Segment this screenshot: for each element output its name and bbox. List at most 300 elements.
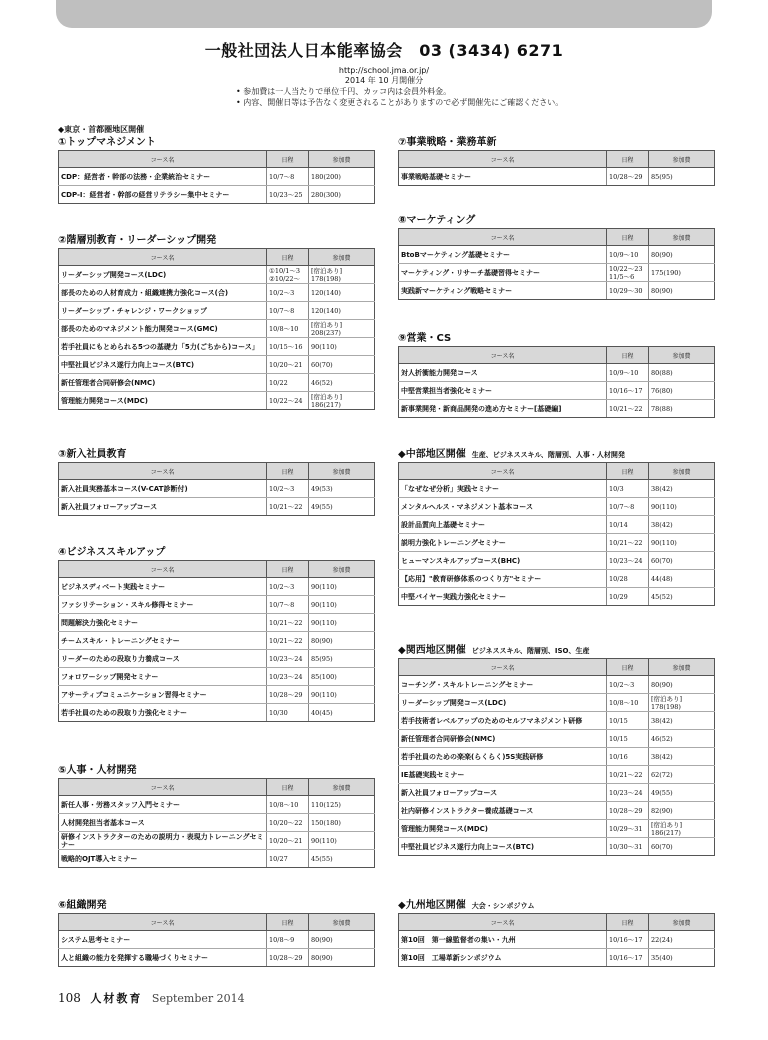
table-header-row [59, 561, 375, 578]
table-row [399, 931, 715, 949]
table-header-row [59, 463, 375, 480]
table-row [399, 766, 715, 784]
section-title-text: ④ビジネススキルアップ [58, 547, 166, 558]
section-title [58, 448, 374, 462]
course-name: 新事業開発・新商品開発の進め方セミナー[基礎編] [399, 400, 607, 418]
region-heading-tokyo: ◆東京・首都圏地区開催 [58, 125, 145, 134]
section-subtitle: ビジネススキル、階層別、ISO、生産 [471, 647, 590, 655]
course-fee: 90(110) [309, 578, 375, 596]
section-title-text: ③新入社員教育 [58, 449, 127, 460]
table-row [59, 686, 375, 704]
section-title-text: ⑨営業・CS [398, 333, 452, 344]
course-fee: 90(110) [309, 596, 375, 614]
table-row [399, 676, 715, 694]
table-row [59, 796, 375, 814]
course-fee: 46(52) [649, 730, 715, 748]
course-table [58, 560, 375, 722]
table-row [59, 650, 375, 668]
course-date: 10/27 [267, 850, 309, 868]
section-title-text: ◆中部地区開催 [398, 449, 466, 460]
course-fee: [宿泊あり] 186(217) [649, 820, 715, 838]
course-date: 10/7～8 [607, 498, 649, 516]
table-row [399, 498, 715, 516]
course-name: リーダーシップ・チャレンジ・ワークショップ [59, 302, 267, 320]
change-note: • 内容、開催日等は予告なく変更されることがありますので必ず開催先にご確認ください。 [236, 98, 564, 107]
table-row [399, 748, 715, 766]
section-title [398, 332, 714, 346]
issue-date: 2014 年 10 月開催分 [344, 76, 424, 85]
course-fee: 49(55) [309, 498, 375, 516]
course-date: 10/16～17 [607, 949, 649, 967]
course-date: 10/16 [607, 748, 649, 766]
course-date: 10/15 [607, 730, 649, 748]
table-row [59, 374, 375, 392]
table-header-row [59, 779, 375, 796]
section-title-text: ⑦事業戦略・業務革新 [398, 137, 497, 148]
header-schedule: 日程 [607, 659, 649, 676]
course-name: 部長のためのマネジメント能力開発コース(GMC) [59, 320, 267, 338]
table-row [399, 382, 715, 400]
course-date: 10/28～29 [607, 168, 649, 186]
organization-title: 一般社団法人日本能率協会 03 (3434) 6271 [204, 41, 564, 60]
course-table [58, 778, 375, 868]
course-date: 10/16～17 [607, 931, 649, 949]
section-s4 [58, 546, 374, 722]
course-table [398, 228, 715, 300]
header-schedule: 日程 [267, 561, 309, 578]
course-date: 10/28～29 [607, 802, 649, 820]
table-row [59, 284, 375, 302]
course-date: 10/8～10 [607, 694, 649, 712]
table-row [59, 931, 375, 949]
course-date: 10/7～8 [267, 596, 309, 614]
section-title-text: ⑧マーケティング [398, 215, 476, 226]
course-name: CDP-I：経営者・幹部の経営リテラシー集中セミナー [59, 186, 267, 204]
course-date: 10/22 [267, 374, 309, 392]
course-fee: 85(95) [309, 650, 375, 668]
course-name: 若手技術者レベルアップのためのセルフマネジメント研修 [399, 712, 607, 730]
section-s8 [398, 214, 714, 300]
section-title [58, 136, 374, 150]
course-date: 10/20～21 [267, 356, 309, 374]
header-fee: 参加費 [649, 347, 715, 364]
course-fee: 90(110) [309, 614, 375, 632]
course-fee: 150(180) [309, 814, 375, 832]
course-name: ファシリテーション・スキル修得セミナー [59, 596, 267, 614]
table-row [59, 480, 375, 498]
table-row [399, 802, 715, 820]
course-date: 10/23～24 [267, 668, 309, 686]
course-name: 管理能力開発コース(MDC) [399, 820, 607, 838]
header-course-name: コース名 [59, 463, 267, 480]
course-fee: 38(42) [649, 748, 715, 766]
course-name: 新任人事・労務スタッフ入門セミナー [59, 796, 267, 814]
course-name: ビジネスディベート実践セミナー [59, 578, 267, 596]
header-fee: 参加費 [649, 229, 715, 246]
header-fee: 参加費 [309, 779, 375, 796]
course-date: 10/21～22 [607, 400, 649, 418]
header-course-name: コース名 [399, 229, 607, 246]
course-name: 第10回 工場革新シンポジウム [399, 949, 607, 967]
course-fee: 85(100) [309, 668, 375, 686]
header-schedule: 日程 [607, 229, 649, 246]
course-fee: 82(90) [649, 802, 715, 820]
table-row [59, 392, 375, 410]
course-table [398, 150, 715, 186]
course-name: 対人折衝能力開発コース [399, 364, 607, 382]
course-fee: 90(110) [309, 686, 375, 704]
course-fee: 280(300) [309, 186, 375, 204]
page-footer [58, 990, 245, 1006]
course-name: システム思考セミナー [59, 931, 267, 949]
section-s7 [398, 136, 714, 186]
course-fee: 49(55) [649, 784, 715, 802]
header-fee: 参加費 [309, 249, 375, 266]
course-fee: 80(90) [649, 282, 715, 300]
course-date: 10/3 [607, 480, 649, 498]
course-fee: 180(200) [309, 168, 375, 186]
table-row [59, 320, 375, 338]
header-course-name: コース名 [399, 463, 607, 480]
course-name: 新入社員実務基本コース(V-CAT診断付) [59, 480, 267, 498]
course-fee: 80(90) [309, 632, 375, 650]
header-schedule: 日程 [607, 463, 649, 480]
course-fee: 80(90) [649, 246, 715, 264]
section-s1 [58, 136, 374, 204]
course-name: 人と組織の能力を発揮する職場づくりセミナー [59, 949, 267, 967]
course-name: CDP：経営者・幹部の法務・企業統治セミナー [59, 168, 267, 186]
course-table [58, 913, 375, 967]
course-date: 10/23～25 [267, 186, 309, 204]
table-header-row [399, 347, 715, 364]
table-row [59, 168, 375, 186]
course-name: 戦略的OJT導入セミナー [59, 850, 267, 868]
course-fee: [宿泊あり] 186(217) [309, 392, 375, 410]
table-row [399, 820, 715, 838]
course-name: 若手社員のための段取り力強化セミナー [59, 704, 267, 722]
course-name: 実践新マーケティング戦略セミナー [399, 282, 607, 300]
course-date: 10/21～22 [267, 632, 309, 650]
course-name: 中堅バイヤー実践力強化セミナー [399, 588, 607, 606]
table-header-row [399, 914, 715, 931]
header-fee: 参加費 [649, 151, 715, 168]
course-name: 人材開発担当者基本コース [59, 814, 267, 832]
course-date: 10/21～22 [267, 498, 309, 516]
header-course-name: コース名 [399, 347, 607, 364]
course-name: 新入社員フォローアップコース [399, 784, 607, 802]
section-subtitle: 大会・シンポジウム [471, 902, 535, 910]
course-fee: 76(80) [649, 382, 715, 400]
table-row [399, 588, 715, 606]
course-date: ①10/1～3 ②10/22～ [267, 266, 309, 284]
header-schedule: 日程 [267, 779, 309, 796]
course-name: 設計品質向上基礎セミナー [399, 516, 607, 534]
section-subtitle: 生産、ビジネススキル、階層別、人事・人材開発 [471, 451, 625, 459]
course-fee: 46(52) [309, 374, 375, 392]
course-name: 社内研修インストラクター養成基礎コース [399, 802, 607, 820]
table-row [399, 400, 715, 418]
course-fee: 80(90) [309, 949, 375, 967]
section-title [398, 899, 714, 913]
course-fee: 38(42) [649, 480, 715, 498]
course-date: 10/7～8 [267, 168, 309, 186]
issue-month: September 2014 [151, 992, 245, 1005]
course-fee: 90(110) [649, 534, 715, 552]
course-fee: 80(90) [309, 931, 375, 949]
course-date: 10/28～29 [267, 949, 309, 967]
course-name: チームスキル・トレーニングセミナー [59, 632, 267, 650]
course-name: フォロワーシップ開発セミナー [59, 668, 267, 686]
table-row [59, 814, 375, 832]
course-fee: [宿泊あり] 178(198) [309, 266, 375, 284]
course-fee: 62(72) [649, 766, 715, 784]
course-fee: 40(45) [309, 704, 375, 722]
course-date: 10/9～10 [607, 364, 649, 382]
section-title [58, 899, 374, 913]
course-table [398, 913, 715, 967]
table-row [399, 712, 715, 730]
section-title [58, 546, 374, 560]
course-name: IE基礎実践セミナー [399, 766, 607, 784]
course-date: 10/28～29 [267, 686, 309, 704]
course-fee: [宿泊あり] 178(198) [649, 694, 715, 712]
course-fee: 38(42) [649, 516, 715, 534]
table-row [59, 850, 375, 868]
header-course-name: コース名 [399, 914, 607, 931]
course-name: 研修インストラクターのための説明力・表現力トレーニングセミナー [59, 832, 267, 850]
table-header-row [399, 151, 715, 168]
table-row [59, 266, 375, 284]
table-row [399, 838, 715, 856]
course-date: 10/21～22 [607, 766, 649, 784]
table-row [399, 282, 715, 300]
table-row [399, 364, 715, 382]
course-name: ヒューマンスキルアップコース(BHC) [399, 552, 607, 570]
table-row [59, 704, 375, 722]
section-title-text: ◆九州地区開催 [398, 900, 466, 911]
course-date: 10/28 [607, 570, 649, 588]
course-name: マーケティング・リサーチ基礎習得セミナー [399, 264, 607, 282]
header-course-name: コース名 [399, 151, 607, 168]
header-fee: 参加費 [649, 463, 715, 480]
course-fee: 45(52) [649, 588, 715, 606]
course-name: 中堅社員ビジネス遂行力向上コース(BTC) [399, 838, 607, 856]
header-course-name: コース名 [59, 249, 267, 266]
course-name: 中堅社員ビジネス遂行力向上コース(BTC) [59, 356, 267, 374]
course-table [398, 346, 715, 418]
header-fee: 参加費 [649, 659, 715, 676]
course-fee: 90(110) [309, 832, 375, 850]
course-name: 若手社員のための楽楽(らくらく)5S実践研修 [399, 748, 607, 766]
course-fee: 80(90) [649, 676, 715, 694]
course-date: 10/2～3 [267, 284, 309, 302]
course-fee: 90(110) [309, 338, 375, 356]
header-bar [56, 0, 712, 28]
course-date: 10/29 [607, 588, 649, 606]
course-fee: 80(88) [649, 364, 715, 382]
course-table [398, 658, 715, 856]
course-name: リーダーシップ開発コース(LDC) [59, 266, 267, 284]
section-title [58, 234, 374, 248]
section-s6 [58, 899, 374, 967]
section-s5 [58, 764, 374, 868]
table-row [59, 596, 375, 614]
section-s2 [58, 234, 374, 410]
course-fee: [宿泊あり] 208(237) [309, 320, 375, 338]
course-name: 管理能力開発コース(MDC) [59, 392, 267, 410]
table-row [59, 186, 375, 204]
table-header-row [59, 151, 375, 168]
course-name: 新入社員フォローアップコース [59, 498, 267, 516]
table-row [399, 552, 715, 570]
header-course-name: コース名 [59, 914, 267, 931]
course-name: メンタルヘルス・マネジメント基本コース [399, 498, 607, 516]
table-row [59, 338, 375, 356]
course-fee: 49(53) [309, 480, 375, 498]
header-fee: 参加費 [309, 463, 375, 480]
header-schedule: 日程 [267, 914, 309, 931]
section-title-text: ①トップマネジメント [58, 137, 156, 148]
course-name: 問題解決力強化セミナー [59, 614, 267, 632]
course-name: 【応用】"教育研修体系のつくり方"セミナー [399, 570, 607, 588]
magazine-name: 人材教育 [90, 992, 143, 1005]
course-name: 部長のための人材育成力・組織連携力強化コース(合) [59, 284, 267, 302]
course-fee: 120(140) [309, 302, 375, 320]
table-row [399, 264, 715, 282]
course-name: 中堅営業担当者強化セミナー [399, 382, 607, 400]
course-name: 説明力強化トレーニングセミナー [399, 534, 607, 552]
header-schedule: 日程 [267, 463, 309, 480]
table-row [399, 784, 715, 802]
section-title [398, 448, 714, 462]
table-row [399, 534, 715, 552]
course-table [398, 462, 715, 606]
course-fee: 44(48) [649, 570, 715, 588]
section-title [58, 764, 374, 778]
section-title-text: ②階層別教育・リーダーシップ開発 [58, 235, 217, 246]
course-name: アサーティブコミュニケーション習得セミナー [59, 686, 267, 704]
table-header-row [399, 229, 715, 246]
header-course-name: コース名 [399, 659, 607, 676]
course-date: 10/16～17 [607, 382, 649, 400]
page-number: 108 [58, 991, 81, 1005]
header-schedule: 日程 [267, 249, 309, 266]
header-schedule: 日程 [607, 151, 649, 168]
table-header-row [59, 249, 375, 266]
course-date: 10/2～3 [267, 578, 309, 596]
table-header-row [399, 659, 715, 676]
course-table [58, 248, 375, 410]
table-row [399, 516, 715, 534]
section-title [398, 214, 714, 228]
section-s3 [58, 448, 374, 516]
header-schedule: 日程 [267, 151, 309, 168]
section-kansai [398, 644, 714, 856]
section-title-text: ⑤人事・人材開発 [58, 765, 137, 776]
course-fee: 38(42) [649, 712, 715, 730]
table-header-row [59, 914, 375, 931]
course-fee: 45(55) [309, 850, 375, 868]
course-date: 10/2～3 [607, 676, 649, 694]
table-row [59, 632, 375, 650]
course-fee: 175(190) [649, 264, 715, 282]
fee-note: • 参加費は一人当たりで単位千円、カッコ内は会員外料金。 [236, 87, 452, 96]
course-date: 10/8～10 [267, 796, 309, 814]
table-row [399, 480, 715, 498]
course-fee: 110(125) [309, 796, 375, 814]
course-name: リーダーのための段取り力養成コース [59, 650, 267, 668]
table-row [399, 168, 715, 186]
header-schedule: 日程 [607, 347, 649, 364]
header-fee: 参加費 [309, 151, 375, 168]
course-date: 10/30～31 [607, 838, 649, 856]
course-fee: 78(88) [649, 400, 715, 418]
course-fee: 90(110) [649, 498, 715, 516]
table-row [59, 832, 375, 850]
course-date: 10/20～21 [267, 832, 309, 850]
course-name: リーダーシップ開発コース(LDC) [399, 694, 607, 712]
course-date: 10/23～24 [267, 650, 309, 668]
table-row [59, 498, 375, 516]
table-row [399, 949, 715, 967]
course-date: 10/21～22 [267, 614, 309, 632]
header-schedule: 日程 [607, 914, 649, 931]
course-name: BtoBマーケティング基礎セミナー [399, 246, 607, 264]
course-name: 新任管理者合同研修会(NMC) [399, 730, 607, 748]
course-name: 「なぜなぜ分析」実践セミナー [399, 480, 607, 498]
website-url[interactable]: http://school.jma.or.jp/ [338, 66, 430, 75]
header-fee: 参加費 [309, 914, 375, 931]
course-date: 10/29～31 [607, 820, 649, 838]
course-date: 10/9～10 [607, 246, 649, 264]
course-date: 10/29～30 [607, 282, 649, 300]
course-table [58, 150, 375, 204]
course-name: 第10回 第一線監督者の集い・九州 [399, 931, 607, 949]
course-name: 事業戦略基礎セミナー [399, 168, 607, 186]
table-row [399, 730, 715, 748]
course-date: 10/22～23 11/5～6 [607, 264, 649, 282]
table-row [399, 694, 715, 712]
course-fee: 85(95) [649, 168, 715, 186]
course-date: 10/14 [607, 516, 649, 534]
section-title-text: ◆関西地区開催 [398, 645, 466, 656]
course-fee: 35(40) [649, 949, 715, 967]
table-header-row [399, 463, 715, 480]
course-date: 10/20～22 [267, 814, 309, 832]
header-course-name: コース名 [59, 151, 267, 168]
table-row [59, 356, 375, 374]
course-date: 10/23～24 [607, 784, 649, 802]
course-date: 10/8～9 [267, 931, 309, 949]
course-fee: 60(70) [649, 552, 715, 570]
section-kyushu [398, 899, 714, 967]
course-date: 10/22～24 [267, 392, 309, 410]
header-course-name: コース名 [59, 561, 267, 578]
course-fee: 120(140) [309, 284, 375, 302]
section-title-text: ⑥組織開発 [58, 900, 107, 911]
table-row [59, 614, 375, 632]
course-date: 10/7～8 [267, 302, 309, 320]
header-fee: 参加費 [309, 561, 375, 578]
course-date: 10/15 [607, 712, 649, 730]
header-fee: 参加費 [649, 914, 715, 931]
course-date: 10/8～10 [267, 320, 309, 338]
course-date: 10/30 [267, 704, 309, 722]
header-course-name: コース名 [59, 779, 267, 796]
course-date: 10/2～3 [267, 480, 309, 498]
course-date: 10/23～24 [607, 552, 649, 570]
course-fee: 60(70) [649, 838, 715, 856]
